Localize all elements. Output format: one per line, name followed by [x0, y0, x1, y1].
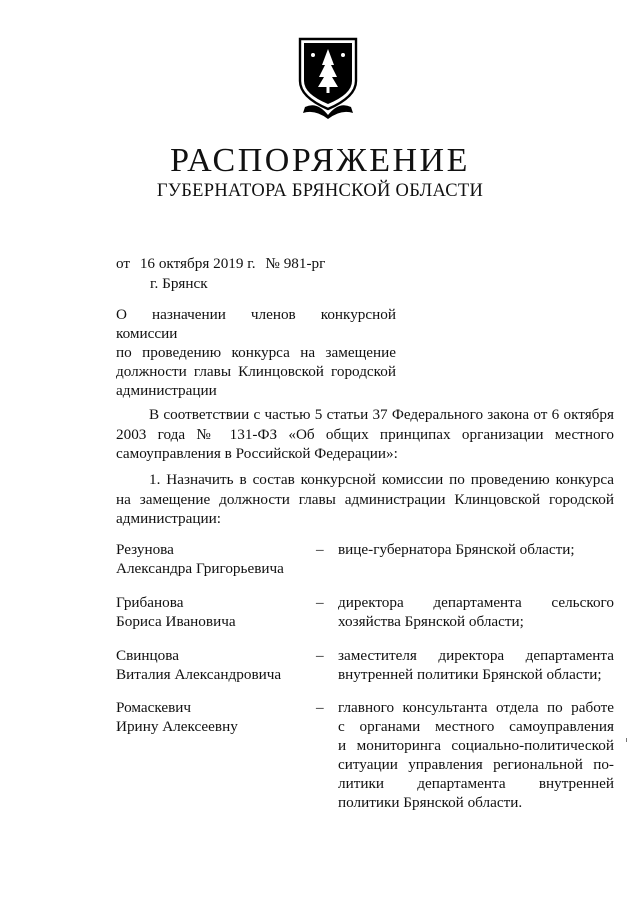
document-date: 16 октября 2019 г. — [139, 255, 256, 272]
role-line: политики Брянской области. — [338, 794, 523, 811]
member-given-name: Александра Григорьевича — [116, 560, 284, 577]
member-role — [338, 646, 614, 684]
document-number: 981-рг — [283, 255, 326, 272]
role-line: вице-губернатора Брянской области; — [338, 541, 575, 558]
role-line: хозяйства Брянской области; — [338, 613, 524, 630]
document-subtitle: ГУБЕРНАТОРА БРЯНСКОЙ ОБЛАСТИ — [156, 181, 484, 201]
subject-line: по проведению конкурса на замещение — [116, 344, 396, 361]
document-date-line — [116, 254, 325, 273]
role-line: с органами местного самоуправления — [338, 718, 614, 735]
member-name — [116, 698, 306, 736]
document-city: г. Брянск — [150, 275, 208, 292]
preamble-paragraph — [116, 405, 614, 464]
member-surname: Резунова — [116, 541, 174, 558]
member-surname: Свинцова — [116, 647, 179, 664]
member-name — [116, 646, 306, 684]
role-line: главного консультанта отдела по работе — [338, 699, 614, 716]
member-role — [338, 698, 614, 812]
item-1-line: администрации: — [116, 510, 221, 527]
member-dash: – — [316, 647, 324, 664]
member-name — [116, 593, 306, 631]
document-title: РАСПОРЯЖЕНИЕ — [170, 142, 470, 179]
subject-line: должности главы Клинцовской городской — [116, 363, 396, 380]
member-dash: – — [316, 699, 324, 716]
role-line: директора департамента сельского — [338, 594, 614, 611]
member-role — [338, 593, 614, 631]
member-surname: Ромаскевич — [116, 699, 192, 716]
item-1-line: 1. Назначить в состав конкурсной комиссии по проведению конкурса — [149, 471, 614, 488]
member-given-name: Ирину Алексеевну — [116, 718, 238, 735]
member-name — [116, 540, 306, 578]
subject-line: администрации — [116, 382, 217, 399]
scan-artifact — [626, 738, 627, 742]
preamble-line: самоуправления в Российской Федерации»: — [116, 445, 398, 462]
member-role — [338, 540, 614, 559]
role-line: заместителя директора департамента — [338, 647, 614, 664]
member-dash: – — [316, 594, 324, 611]
role-line: внутренней политики Брянской области; — [338, 666, 602, 683]
member-surname: Грибанова — [116, 594, 184, 611]
role-line: и мониторинга социально-политической — [338, 737, 614, 754]
role-line: ситуации управления региональной по- — [338, 756, 614, 773]
preamble-line: В соответствии с частью 5 статьи 37 Федерального закона от 6 октября — [149, 406, 614, 423]
date-prefix: от — [116, 255, 131, 272]
preamble-line: 2003 года № 131-ФЗ «Об общих принципах организации местного — [116, 425, 614, 443]
item-1-paragraph — [116, 470, 614, 529]
member-given-name: Бориса Ивановича — [116, 613, 236, 630]
number-prefix: № — [265, 255, 280, 272]
member-given-name: Виталия Александровича — [116, 666, 282, 683]
document-subject — [116, 305, 396, 400]
subject-line: О назначении членов конкурсной комиссии — [116, 306, 396, 342]
member-dash: – — [316, 541, 324, 558]
coat-of-arms-emblem — [297, 35, 359, 119]
item-1-line: на замещение должности главы администрации Клинцовской городской — [116, 490, 614, 508]
role-line: литики департамента внутренней — [338, 775, 614, 792]
